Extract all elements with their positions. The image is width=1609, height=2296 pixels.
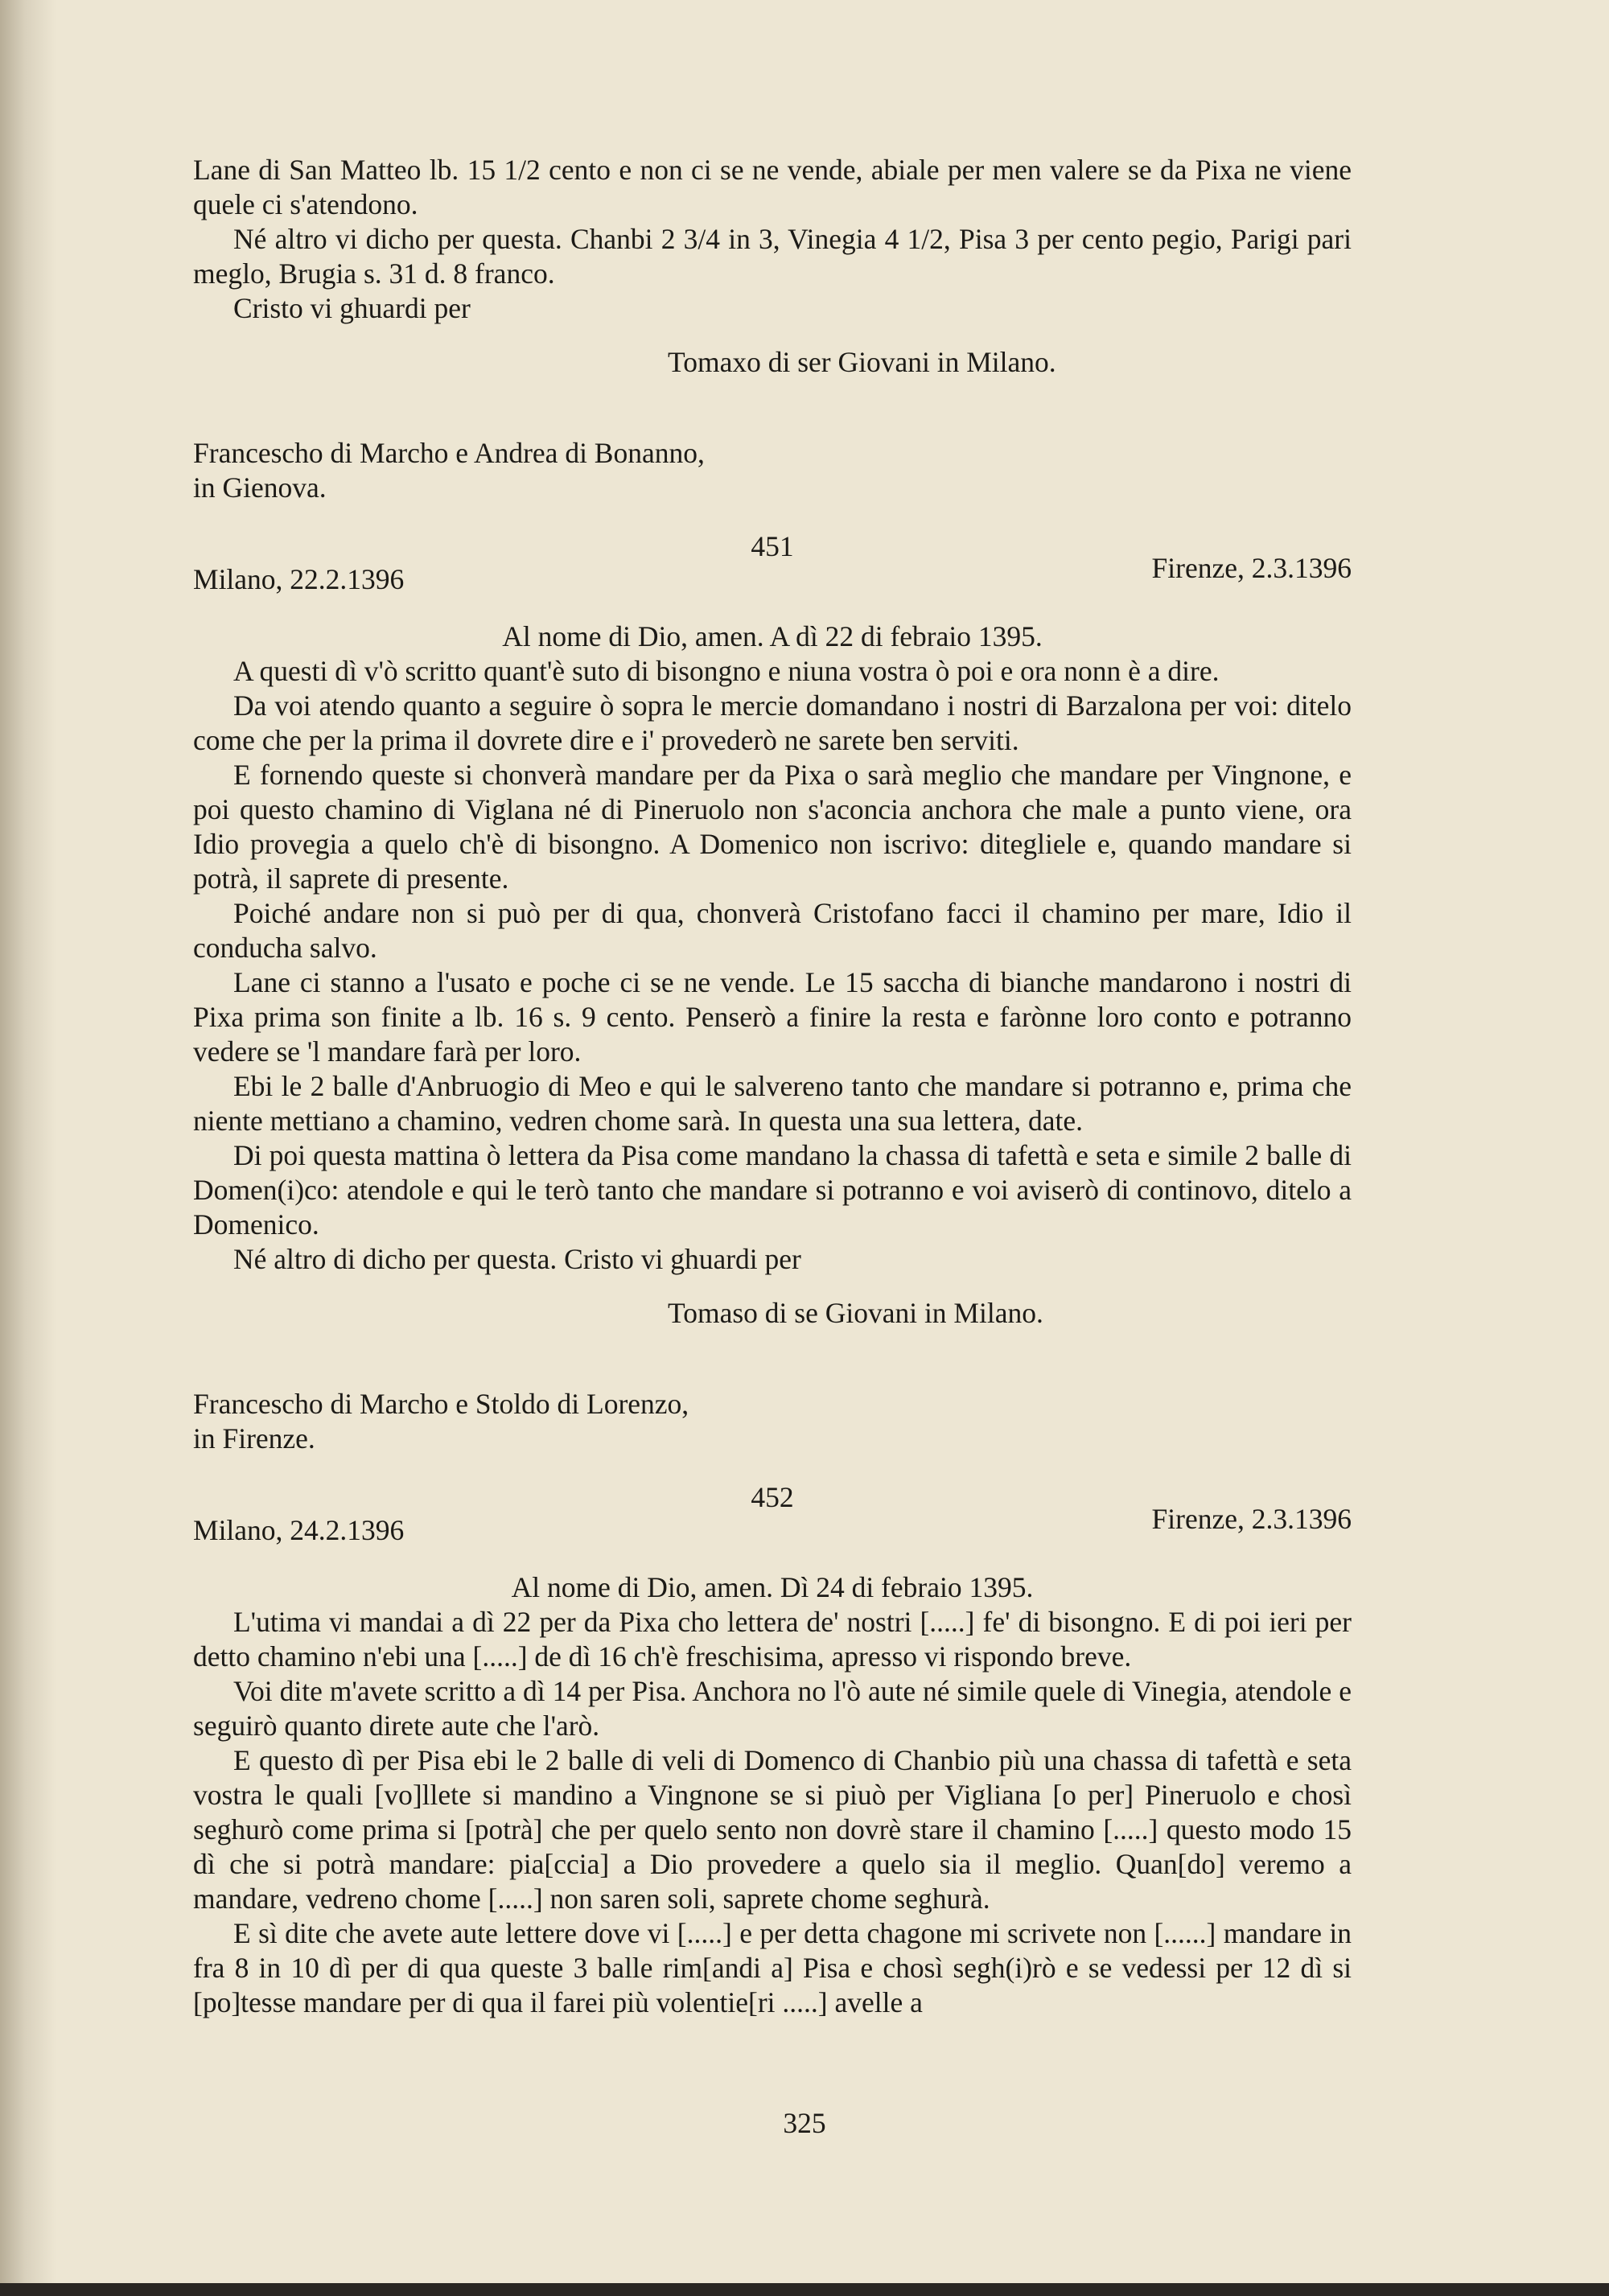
letter-451-salutation: Al nome di Dio, amen. A dì 22 di febraio 1395. (502, 620, 1043, 652)
letter-451-origin: Milano, 22.2.1396 (193, 563, 405, 595)
letter-451-closing: Né altro di dicho per questa. Cristo vi ghuardi per (233, 1243, 801, 1275)
letter-451-address-line-1: Francescho di Marcho e Stoldo di Lorenzo, (193, 1388, 689, 1420)
page-number: 325 (783, 2107, 826, 2139)
letter-prev-closing: Cristo vi ghuardi per (233, 292, 471, 324)
book-page (193, 153, 1352, 2020)
letter-451-address-line-2: in Firenze. (193, 1422, 315, 1455)
letter-452-paragraph-4: E sì dite che avete aute lettere dove vi [.....] e per detta chagone mi scrivete non [......] mandare in fra 8 in 10 dì per di qua queste 3 balle rim[andi a] Pisa e chosì segh(i)rò e se vedessi per 12 dì si [po]tesse mandare per di qua il farei più volentie[ri .....] avelle a (193, 1917, 1352, 2018)
letter-451-destination: Firenze, 2.3.1396 (1151, 552, 1352, 584)
letter-452-paragraph-1: L'utima vi mandai a dì 22 per da Pixa cho lettera de' nostri [.....] fe' di bisongno. E di poi ieri per detto chamino n'ebi una [.....] de dì 16 ch'è freschisima, apresso vi rispondo breve. (193, 1606, 1352, 1673)
letter-prev-address-line-2: in Gienova. (193, 471, 327, 504)
letter-prev-paragraph-1: Lane di San Matteo lb. 15 1/2 cento e non ci se ne vende, abiale per men valere se da Pixa ne viene quele ci s'atendono. (193, 154, 1352, 220)
letter-451-paragraph-5: Lane ci stanno a l'usato e poche ci se ne vende. Le 15 saccha di bianche mandarono i nostri di Pixa prima son finite a lb. 16 s. 9 cento. Penserò a finire la resta e farònne loro conto e potranno vedere se 'l mandare farà per loro. (193, 966, 1352, 1068)
letter-452-paragraph-2: Voi dite m'avete scritto a dì 14 per Pisa. Anchora no l'ò aute né simile quele di Vinegia, atendole e seguirò quanto direte aute che l'arò. (193, 1675, 1352, 1742)
letter-451-paragraph-4: Poiché andare non si può per di qua, chonverà Cristofano facci il chamino per mare, Idio il conducha salvo. (193, 897, 1352, 964)
letter-451-number: 451 (751, 530, 794, 562)
letter-prev-signature: Tomaxo di ser Giovani in Milano. (668, 346, 1056, 378)
letter-452-dateline (193, 1503, 1352, 1548)
book-spine-shadow (0, 0, 56, 2296)
letter-451-signature: Tomaso di se Giovani in Milano. (668, 1297, 1043, 1329)
letter-452-salutation: Al nome di Dio, amen. Dì 24 di febraio 1395. (511, 1571, 1034, 1603)
letter-451-dateline (193, 552, 1352, 597)
letter-452-paragraph-3: E questo dì per Pisa ebi le 2 balle di veli di Domenco di Chanbio più una chassa di tafettà e seta vostra le quali [vo]llete si mandino a Vingnone se si piuò per Vigliana [o per] Pineruolo e chosì seghurò come prima si [potrà] che per quelo sento non dovrè stare il chamino [.....] questo modo 15 dì che si potrà mandare: pia[ccia] a Dio provedere a quelo sia il meglio. Quan[do] veremo a mandare, vedreno chome [.....] non saren soli, saprete chome seghurà. (193, 1744, 1352, 1915)
letter-prev-paragraph-2: Né altro vi dicho per questa. Chanbi 2 3/4 in 3, Vinegia 4 1/2, Pisa 3 per cento pegio, Parigi pari meglo, Brugia s. 31 d. 8 franco. (193, 223, 1352, 290)
letter-451-paragraph-6: Ebi le 2 balle d'Anbruogio di Meo e qui le salvereno tanto che mandare si potranno e, prima che niente mettiano a chamino, vedren chome sarà. In questa una sua lettera, date. (193, 1070, 1352, 1137)
letter-prev-address-line-1: Francescho di Marcho e Andrea di Bonanno, (193, 437, 705, 469)
letter-452-origin: Milano, 24.2.1396 (193, 1514, 405, 1546)
scan-bottom-edge (0, 2283, 1609, 2296)
letter-452-destination: Firenze, 2.3.1396 (1151, 1503, 1352, 1535)
letter-451-paragraph-3: E fornendo queste si chonverà mandare per da Pixa o sarà meglio che mandare per Vingnone, e poi questo chamino di Viglana né di Pineruolo non s'aconcia anchora che male a punto viene, ora Idio provegia a quelo ch'è di bisongno. A Domenico non iscrivo: ditegliele e, quando mandare si potrà, il saprete di presente. (193, 759, 1352, 895)
letter-452-number: 452 (751, 1481, 794, 1513)
letter-451-paragraph-2: Da voi atendo quanto a seguire ò sopra le mercie domandano i nostri di Barzalona per voi: ditelo come che per la prima il dovrete dire e i' provederò ne sarete ben serviti. (193, 689, 1352, 756)
letter-451-paragraph-7: Di poi questa mattina ò lettera da Pisa come mandano la chassa di tafettà e seta e simile 2 balle di Domen(i)co: atendole e qui le terò tanto che mandare si potranno e voi aviserò di continovo, ditelo a Domenico. (193, 1139, 1352, 1241)
letter-451-paragraph-1: A questi dì v'ò scritto quant'è suto di bisongno e niuna vostra ò poi e ora nonn è a dire. (233, 655, 1220, 687)
